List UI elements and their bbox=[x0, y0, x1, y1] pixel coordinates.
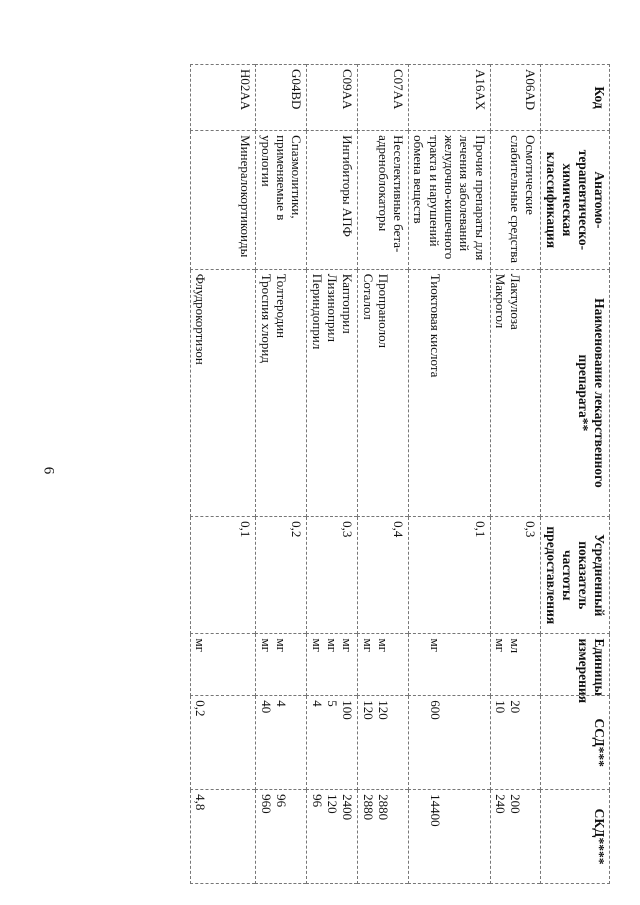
drug-name: Лактулоза bbox=[508, 273, 524, 330]
drug-skd: 2880 bbox=[360, 794, 376, 821]
cell-ssd bbox=[307, 696, 358, 790]
drug-unit: мг bbox=[274, 638, 290, 652]
table-row bbox=[191, 65, 256, 884]
drug-skd: 4,8 bbox=[193, 794, 209, 811]
drug-ssd: 100 bbox=[340, 700, 356, 720]
cell-classification: Ингибиторы АПФ bbox=[307, 131, 358, 270]
drug-name: Периндоприл bbox=[309, 273, 325, 350]
table-row bbox=[256, 65, 307, 884]
drug-name: Лизиноприл bbox=[325, 273, 341, 342]
page-number: 6 bbox=[40, 466, 57, 475]
drug-ssd: 0,2 bbox=[193, 700, 209, 717]
cell-code: H02AA bbox=[191, 65, 256, 131]
rotated-table-container bbox=[70, 64, 610, 884]
cell-frequency: 0,4 bbox=[358, 517, 409, 634]
cell-drug-names bbox=[409, 269, 491, 516]
drug-name: Макрогол bbox=[492, 273, 508, 329]
drug-unit: мг bbox=[340, 638, 356, 652]
drug-skd: 120 bbox=[325, 794, 341, 814]
table-row bbox=[358, 65, 409, 884]
cell-frequency: 0,1 bbox=[191, 517, 256, 634]
drug-unit: мл bbox=[508, 638, 524, 654]
cell-units bbox=[358, 634, 409, 696]
drug-skd: 2880 bbox=[376, 794, 392, 821]
cell-units bbox=[409, 634, 491, 696]
drug-name: Толтеродин bbox=[274, 273, 290, 339]
drug-skd: 200 bbox=[508, 794, 524, 814]
cell-classification: Осмотические слабительные средства bbox=[490, 131, 541, 270]
cell-drug-names bbox=[191, 269, 256, 516]
drug-name: Каптоприл bbox=[340, 273, 356, 334]
drug-name: Флудрокортизон bbox=[193, 273, 209, 365]
header-ssd: ССД*** bbox=[541, 696, 610, 790]
cell-classification: Неселективные бета-адреноблокаторы bbox=[358, 131, 409, 270]
cell-ssd bbox=[409, 696, 491, 790]
cell-code: A16AX bbox=[409, 65, 491, 131]
cell-skd bbox=[307, 790, 358, 884]
drug-skd: 2400 bbox=[340, 794, 356, 821]
table-row bbox=[490, 65, 541, 884]
cell-skd bbox=[191, 790, 256, 884]
cell-units bbox=[256, 634, 307, 696]
drug-ssd: 4 bbox=[309, 700, 325, 707]
drug-skd: 96 bbox=[309, 794, 325, 808]
cell-drug-names bbox=[358, 269, 409, 516]
drug-ssd: 20 bbox=[508, 700, 524, 714]
cell-units bbox=[191, 634, 256, 696]
table-body bbox=[191, 65, 541, 884]
drug-ssd: 120 bbox=[360, 700, 376, 720]
cell-units bbox=[490, 634, 541, 696]
cell-code: G04BD bbox=[256, 65, 307, 131]
cell-code: A06AD bbox=[490, 65, 541, 131]
drug-ssd: 40 bbox=[259, 700, 275, 714]
header-frequency: Усредненный показатель частоты предоставления bbox=[541, 517, 610, 634]
cell-frequency: 0,3 bbox=[490, 517, 541, 634]
drug-unit: мг bbox=[492, 638, 508, 652]
cell-skd bbox=[409, 790, 491, 884]
drug-ssd: 5 bbox=[325, 700, 341, 707]
cell-code: C07AA bbox=[358, 65, 409, 131]
header-skd: СКД**** bbox=[541, 790, 610, 884]
drug-unit: мг bbox=[309, 638, 325, 652]
drug-unit: мг bbox=[376, 638, 392, 652]
cell-classification: Минералокортикоиды bbox=[191, 131, 256, 270]
drug-name: Пропранолол bbox=[376, 273, 392, 348]
header-units: Единицы измерения bbox=[541, 634, 610, 696]
cell-drug-names bbox=[256, 269, 307, 516]
header-drug-name: Наименование лекарственного препарата** bbox=[541, 269, 610, 516]
cell-code: C09AA bbox=[307, 65, 358, 131]
table-row bbox=[307, 65, 358, 884]
drug-table bbox=[190, 64, 610, 884]
cell-skd bbox=[358, 790, 409, 884]
cell-skd bbox=[256, 790, 307, 884]
cell-drug-names bbox=[307, 269, 358, 516]
cell-ssd bbox=[358, 696, 409, 790]
cell-frequency: 0,1 bbox=[409, 517, 491, 634]
cell-units bbox=[307, 634, 358, 696]
cell-skd bbox=[490, 790, 541, 884]
cell-ssd bbox=[256, 696, 307, 790]
drug-skd: 240 bbox=[492, 794, 508, 814]
drug-unit: мг bbox=[259, 638, 275, 652]
cell-frequency: 0,3 bbox=[307, 517, 358, 634]
cell-frequency: 0,2 bbox=[256, 517, 307, 634]
drug-skd: 960 bbox=[259, 794, 275, 814]
drug-unit: мг bbox=[360, 638, 376, 652]
drug-name: Троспия хлорид bbox=[259, 273, 275, 363]
drug-unit: мг bbox=[325, 638, 341, 652]
drug-ssd: 600 bbox=[427, 700, 443, 720]
drug-unit: мг bbox=[427, 638, 443, 652]
drug-skd: 96 bbox=[274, 794, 290, 808]
table-header-row bbox=[541, 65, 610, 884]
header-classification: Анатомо-терапевтическо-химическая классификация bbox=[541, 131, 610, 270]
drug-skd: 14400 bbox=[427, 794, 443, 827]
drug-unit: мг bbox=[193, 638, 209, 652]
cell-classification: Спазмолитики, применяемые в урологии bbox=[256, 131, 307, 270]
drug-ssd: 10 bbox=[492, 700, 508, 714]
cell-ssd bbox=[490, 696, 541, 790]
header-code: Код bbox=[541, 65, 610, 131]
drug-ssd: 4 bbox=[274, 700, 290, 707]
drug-ssd: 120 bbox=[376, 700, 392, 720]
cell-drug-names bbox=[490, 269, 541, 516]
cell-classification: Прочие препараты для лечения заболеваний желудочно-кишечного тракта и нарушений обмена веществ bbox=[409, 131, 491, 270]
drug-name: Соталол bbox=[360, 273, 376, 320]
drug-name: Тиоктовая кислота bbox=[427, 273, 443, 378]
cell-ssd bbox=[191, 696, 256, 790]
table-row bbox=[409, 65, 491, 884]
